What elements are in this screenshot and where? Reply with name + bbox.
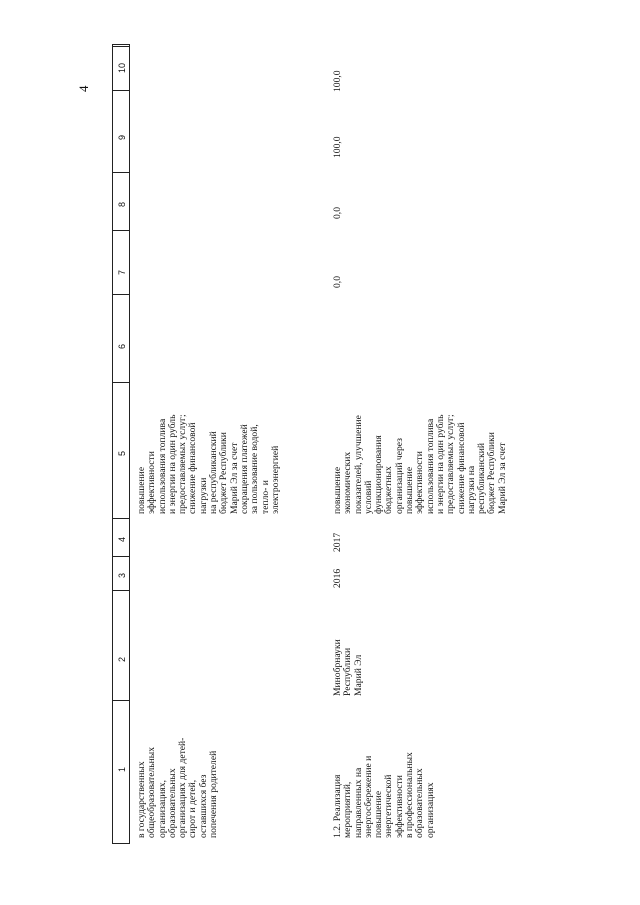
header-line-right xyxy=(129,44,130,844)
header-sep-9-8 xyxy=(112,172,130,173)
header-col-3: 3 xyxy=(117,572,127,578)
header-bottom-rule xyxy=(112,843,130,844)
header-col-10: 10 xyxy=(117,62,127,73)
header-col-6: 6 xyxy=(117,343,127,349)
row-b-col8-value: 0,0 xyxy=(332,207,343,219)
header-top-rule xyxy=(112,44,130,45)
header-sep-7-6 xyxy=(112,294,130,295)
header-sep-8-7 xyxy=(112,230,130,231)
page-number: 4 xyxy=(76,85,91,92)
row-a-col1: в государственных общеобразовательных организациях, образовательных организациях для детей- сирот и детей, оставшихся без попечения родителей xyxy=(136,737,220,838)
header-sep-6-5 xyxy=(112,382,130,383)
header-line-left xyxy=(112,44,113,844)
header-col-7: 7 xyxy=(117,269,127,275)
header-col-2: 2 xyxy=(117,656,127,662)
header-col-5: 5 xyxy=(117,450,127,456)
header-sep-0 xyxy=(112,46,130,47)
row-a-col5: повышение эффективности использования топлива и энергии на один рубль предоставляемых услуг; снижение финансовой нагрузки на республиканский бюджет Республики Марий Эл за счет сокращения платежей за пользование водой, тепло- и электроэнергией xyxy=(136,414,281,514)
header-col-4: 4 xyxy=(117,536,127,542)
row-b-col4-year-end: 2017 xyxy=(332,532,343,552)
header-sep-3-2 xyxy=(112,590,130,591)
header-sep-2-1 xyxy=(112,700,130,701)
header-sep-4-3 xyxy=(112,556,130,557)
header-col-1: 1 xyxy=(117,766,127,772)
row-b-col7-value: 0,0 xyxy=(332,276,343,288)
row-b-col5: повышение экономических показателей, улучшение условий функционирования бюджетных организаций через повышение эффективности использования топлива и энергии на один рубль предоставляемых услуг; снижение финансовой нагрузки на республиканский бюджет Республики Марий Эл за счет xyxy=(332,414,508,514)
row-b-col9-value: 100,0 xyxy=(332,136,343,158)
row-b-col10-value: 100,0 xyxy=(332,70,343,92)
header-sep-5-4 xyxy=(112,518,130,519)
row-b-col1: 1.2. Реализация мероприятий, направленных на энергосбережение и повышение энергетической эффективности в профессиональных образовательных организациях xyxy=(332,752,436,838)
header-col-9: 9 xyxy=(117,134,127,140)
header-sep-10-9 xyxy=(112,90,130,91)
header-col-8: 8 xyxy=(117,201,127,207)
row-b-col3-year-start: 2016 xyxy=(332,568,343,588)
row-b-col2: Минобрнауки Республики Марий Эл xyxy=(332,639,364,696)
